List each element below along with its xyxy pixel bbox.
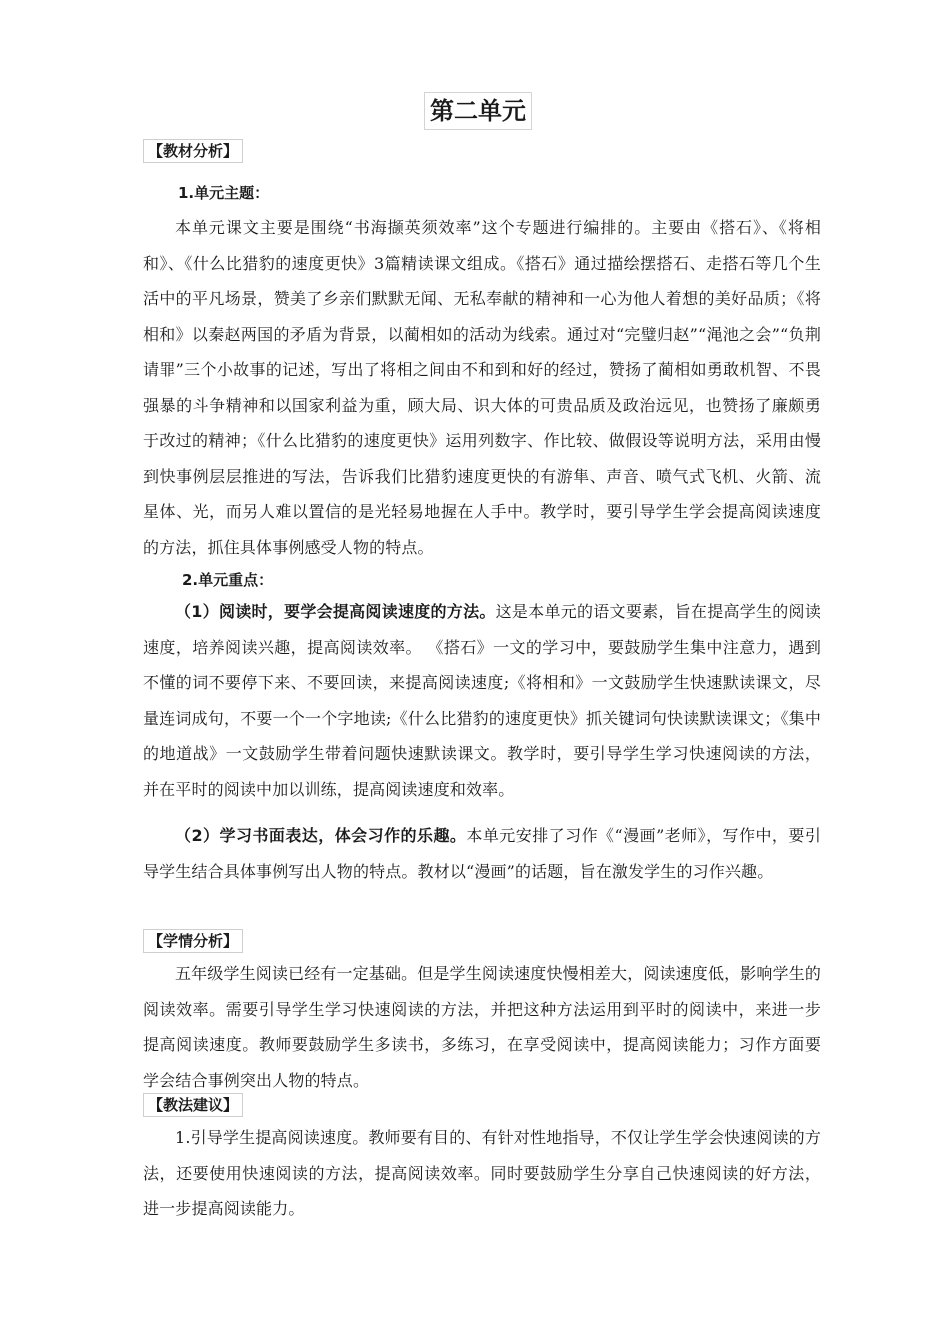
paragraph-unit-theme: 本单元课文主要是围绕“书海撷英须效率”这个专题进行编排的。主要由《搭石》、《将相和》、《什么比猎豹的速度更快》3篇精读课文组成。《搭石》通过描绘摆搭石、走搭石等几个生活中的平凡场景，赞美了乡亲们默默无闻、无私奉献的精神和一心为他人着想的美好品质；《将相和》以秦赵两国的矛盾为背景，以蔺相如的活动为线索。通过对“完璧归赵”“渑池之会”“负荆请罪”三个小故事的记述，写出了将相之间由不和到和好的经过，赞扬了蔺相如勇敢机智、不畏强暴的斗争精神和以国家利益为重，顾大局、识大体的可贵品质及政治远见，也赞扬了廉颇勇于改过的精神；《什么比猎豹的速度更快》运用列数字、作比较、做假设等说明方法，采用由慢到快事例层层推进的写法，告诉我们比猎豹速度更快的有游隼、声音、喷气式飞机、火箭、流星体、光，而另人难以置信的是光轻易地握在人手中。教学时，要引导学生学会提高阅读速度的方法，抓住具体事例感受人物的特点。 (143, 218, 821, 557)
paragraph-focus-reading-speed (143, 594, 821, 807)
section-heading-student-analysis: 【学情分析】 (143, 929, 243, 953)
paragraph-focus-writing (143, 818, 821, 889)
paragraph-student-analysis: 五年级学生阅读已经有一定基础。但是学生阅读速度快慢相差大，阅读速度低，影响学生的阅读效率。需要引导学生学习快速阅读的方法，并把这种方法运用到平时的阅读中，来进一步提高阅读速度。教师要鼓励学生多读书，多练习，在享受阅读中，提高阅读能力；习作方面要学会结合事例突出人物的特点。 (143, 964, 822, 1090)
focus-writing-bold: （2）学习书面表达，体会习作的乐趣。 (175, 826, 467, 845)
focus-reading-speed-bold: （1）阅读时，要学会提高阅读速度的方法。 (175, 602, 496, 621)
subheading-unit-theme: 1.单元主题： (178, 184, 270, 202)
section-heading-teaching-method: 【教法建议】 (143, 1093, 243, 1117)
focus-reading-speed-text: 这是本单元的语文要素，旨在提高学生的阅读速度，培养阅读兴趣，提高阅读效率。 《搭石》一文的学习中，要鼓励学生集中注意力，遇到不懂的词不要停下来、不要回读，来提高阅读速度;《将相和》一文鼓励学生快速默读课文，尽量连词成句，不要一个一个字地读;《什么比猎豹的速度更快》抓关键词句快读默读课文；《集中的地道战》一文鼓励学生带着问题快速默读课文。教学时，要引导学生学习快速阅读的方法，并在平时的阅读中加以训练，提高阅读速度和效率。 (143, 602, 821, 799)
page-title: 第二单元 (424, 92, 532, 130)
focus-writing-text: 本单元安排了习作《“漫画”老师》，写作中，要引导学生结合具体事例写出人物的特点。教材以“漫画”的话题，旨在激发学生的习作兴趣。 (143, 826, 821, 881)
paragraph-teaching-method: 1.引导学生提高阅读速度。教师要有目的、有针对性地指导，不仅让学生学会快速阅读的方法，还要使用快速阅读的方法，提高阅读效率。同时要鼓励学生分享自己快速阅读的好方法，进一步提高阅读能力。 (143, 1128, 821, 1218)
subheading-unit-focus: 2.单元重点： (182, 571, 274, 589)
section-heading-material-analysis: 【教材分析】 (143, 139, 243, 163)
